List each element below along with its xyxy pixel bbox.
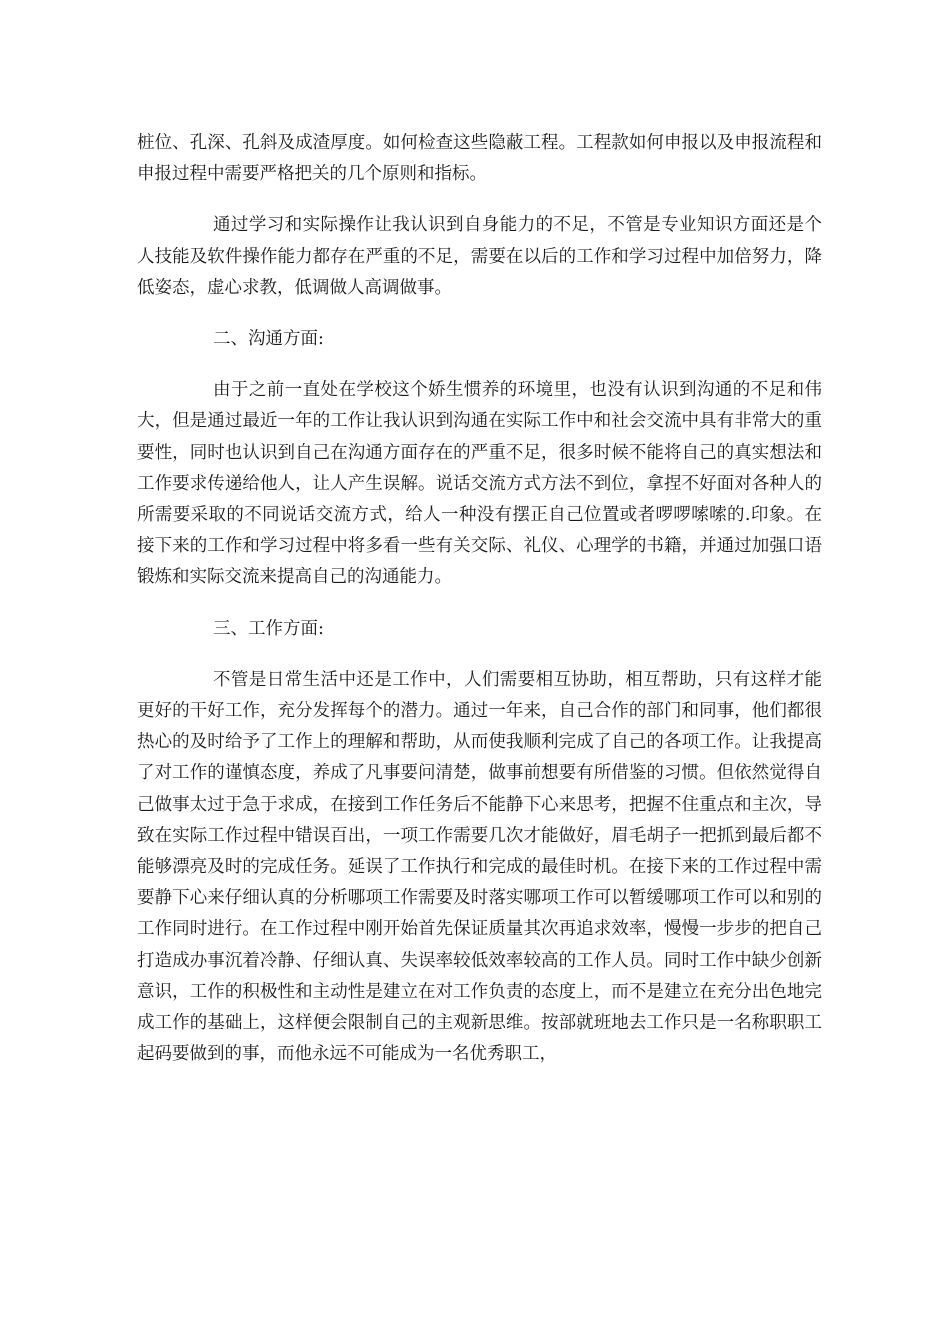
- document-page: [137, 128, 822, 1090]
- paragraph-4: 不管是日常生活中还是工作中，人们需要相互协助，相互帮助，只有这样才能更好的干好工作，充分发挥每个的潜力。通过一年来，自己合作的部门和同事，他们都很热心的及时给予了工作上的理解和帮助，从而使我顺利完成了自己的各项工作。让我提高了对工作的谨慎态度，养成了凡事要问清楚，做事前想要有所借鉴的习惯。但依然觉得自己做事太过于急于求成，在接到工作任务后不能静下心来思考，把握不住重点和主次，导致在实际工作过程中错误百出，一项工作需要几次才能做好，眉毛胡子一把抓到最后都不能够漂亮及时的完成任务。延误了工作执行和完成的最佳时机。在接下来的工作过程中需要静下心来仔细认真的分析哪项工作需要及时落实哪项工作可以暂缓哪项工作可以和别的工作同时进行。在工作过程中刚开始首先保证质量其次再追求效率，慢慢一步步的把自己打造成办事沉着冷静、仔细认真、失误率较低效率较高的工作人员。同时工作中缺少创新意识，工作的积极性和主动性是建立在对工作负责的态度上，而不是建立在充分出色地完成工作的基础上，这样便会限制自己的主观新思维。按部就班地去工作只是一名称职职工起码要做到的事，而他永远不可能成为一名优秀职工，: [137, 669, 822, 1065]
- section-heading-work: 三、工作方面:: [213, 618, 324, 639]
- paragraph-2: 通过学习和实际操作让我认识到自身能力的不足，不管是专业知识方面还是个人技能及软件操作能力都存在严重的不足，需要在以后的工作和学习过程中加倍努力，降低姿态，虚心求教，低调做人高调做事。: [137, 215, 822, 298]
- section-heading-communication: 二、沟通方面:: [213, 329, 324, 350]
- paragraph-3: 由于之前一直处在学校这个娇生惯养的环境里，也没有认识到沟通的不足和伟大，但是通过最近一年的工作让我认识到沟通在实际工作中和社会交流中具有非常大的重要性，同时也认识到自己在沟通方面存在的严重不足，很多时候不能将自己的真实想法和工作要求传递给他人，让人产生误解。说话交流方式方法不到位，拿捏不好面对各种人的所需要采取的不同说话交流方式，给人一种没有摆正自己位置或者啰啰嗦嗦的.印象。在接下来的工作和学习过程中将多看一些有关交际、礼仪、心理学的书籍，并通过加强口语锻炼和实际交流来提高自己的沟通能力。: [137, 380, 822, 588]
- paragraph-1: 桩位、孔深、孔斜及成渣厚度。如何检查这些隐蔽工程。工程款如何申报以及申报流程和申报过程中需要严格把关的几个原则和指标。: [137, 133, 822, 185]
